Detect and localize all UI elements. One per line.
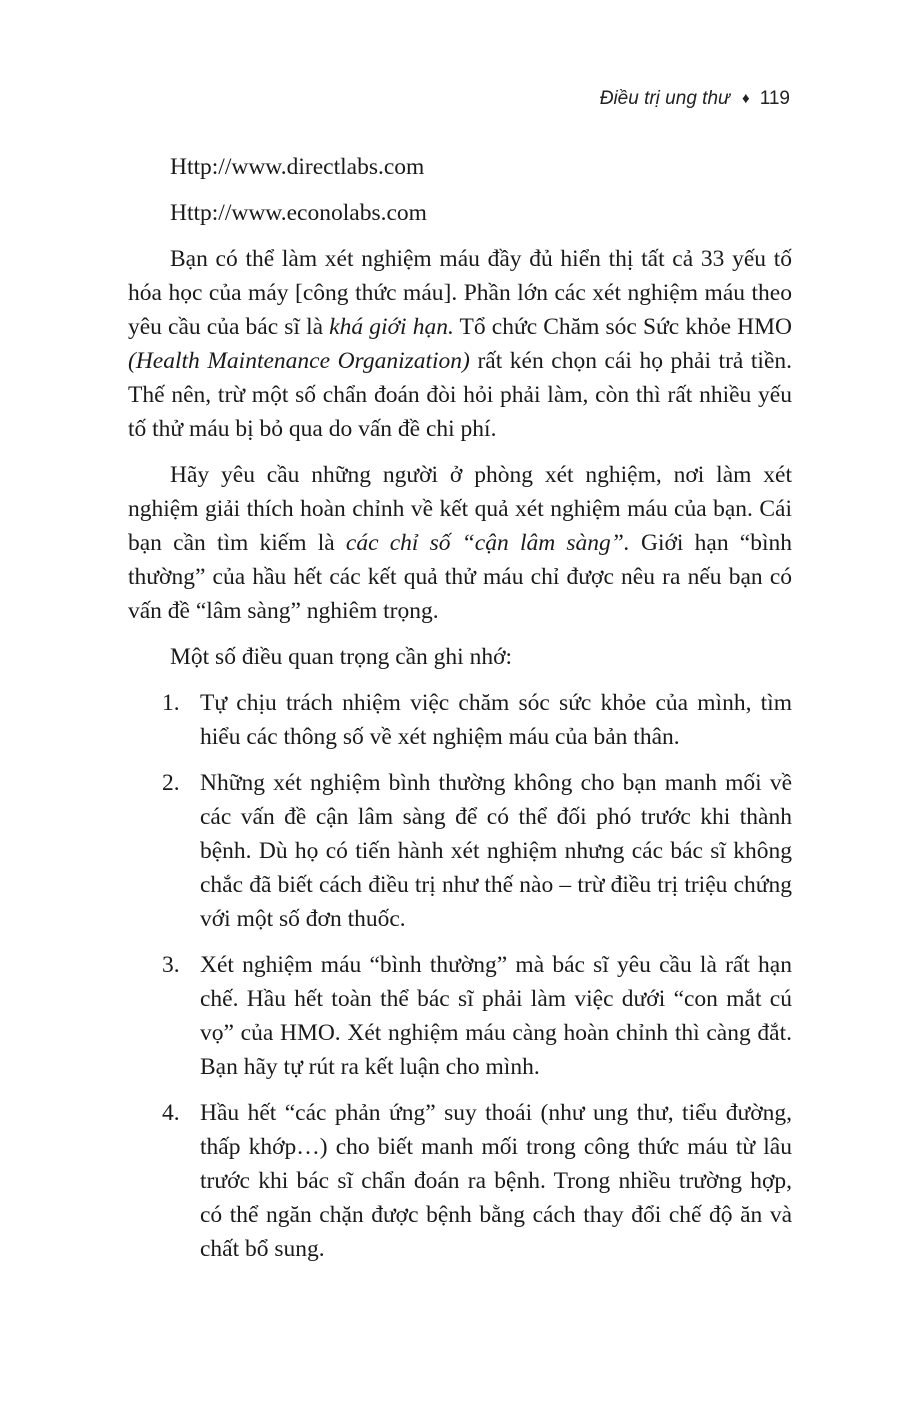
list-item-number: 2.: [162, 770, 180, 796]
list-item-text: Những xét nghiệm bình thường không cho bạn manh mối về các vấn đề cận lâm sàng để có thể đối phó trước khi thành bệnh. Dù họ có tiến hành xét nghiệm nhưng các bác sĩ không chắc đã biết cách điều trị như thế nào – trừ điều trị triệu chứng với một số đơn thuốc.: [200, 770, 792, 932]
numbered-list: [128, 686, 792, 1266]
list-item: [128, 1096, 792, 1266]
list-item-number: 3.: [162, 952, 180, 978]
paragraph-italic-text: khá giới hạn.: [329, 314, 454, 340]
list-item: [128, 686, 792, 754]
list-item-text: Xét nghiệm máu “bình thường” mà bác sĩ yêu cầu là rất hạn chế. Hầu hết toàn thể bác sĩ phải làm việc dưới “con mắt cú vọ” của HMO. Xét nghiệm máu càng hoàn chỉnh thì càng đắt. Bạn hãy tự rút ra kết luận cho mình.: [200, 952, 792, 1080]
running-header: [600, 88, 790, 110]
list-item-number: 4.: [162, 1100, 180, 1126]
url-directlabs: Http://www.directlabs.com: [170, 154, 425, 180]
list-item-text: Tự chịu trách nhiệm việc chăm sóc sức khỏe của mình, tìm hiểu các thông số về xét nghiệm máu của bản thân.: [200, 690, 792, 750]
list-item: [128, 766, 792, 936]
section-title: Điều trị ung thư: [599, 88, 731, 109]
list-item: [128, 948, 792, 1084]
paragraph-text: rất kén chọn cái họ phải trả tiền. Thế nên, trừ một số chẩn đoán đòi hỏi phải làm, còn thì rất nhiều yếu tố thử máu bị bỏ qua do vấn đề chi phí.: [128, 348, 792, 442]
paragraph-text: Bạn có thể làm xét nghiệm máu đầy đủ hiển thị tất cả 33 yếu tố hóa học của máy [công thức máu]. Phần lớn các xét nghiệm máu theo yêu cầu của bác sĩ là: [128, 246, 792, 340]
body-text: [128, 150, 792, 1278]
paragraph-italic-text: các chỉ số “cận lâm sàng”.: [345, 530, 630, 556]
paragraph-lab-request: [128, 458, 792, 628]
page-number: 119: [759, 88, 790, 109]
url-econolabs: Http://www.econolabs.com: [170, 200, 427, 226]
paragraph-text: Tổ chức Chăm sóc Sức khỏe HMO: [453, 314, 792, 340]
paragraph-blood-test: [128, 242, 792, 446]
paragraph-italic-text: (Health Maintenance Organization): [128, 348, 470, 374]
paragraph-text: Giới hạn “bình thường” của hầu hết các kết quả thử máu chỉ được nêu ra nếu bạn có vấn đề “lâm sàng” nghiêm trọng.: [128, 530, 792, 624]
list-item-number: 1.: [162, 690, 180, 716]
paragraph-list-intro: Một số điều quan trọng cần ghi nhớ:: [170, 644, 513, 670]
diamond-separator-icon: ♦: [742, 90, 750, 107]
paragraph-text: Hãy yêu cầu những người ở phòng xét nghiệm, nơi làm xét nghiệm giải thích hoàn chỉnh về kết quả xét nghiệm máu của bạn. Cái bạn cần tìm kiếm là: [128, 462, 792, 556]
list-item-text: Hầu hết “các phản ứng” suy thoái (như ung thư, tiểu đường, thấp khớp…) cho biết manh mối trong công thức máu từ lâu trước khi bác sĩ chẩn đoán ra bệnh. Trong nhiều trường hợp, có thể ngăn chặn được bệnh bằng cách thay đổi chế độ ăn và chất bổ sung.: [200, 1100, 792, 1262]
